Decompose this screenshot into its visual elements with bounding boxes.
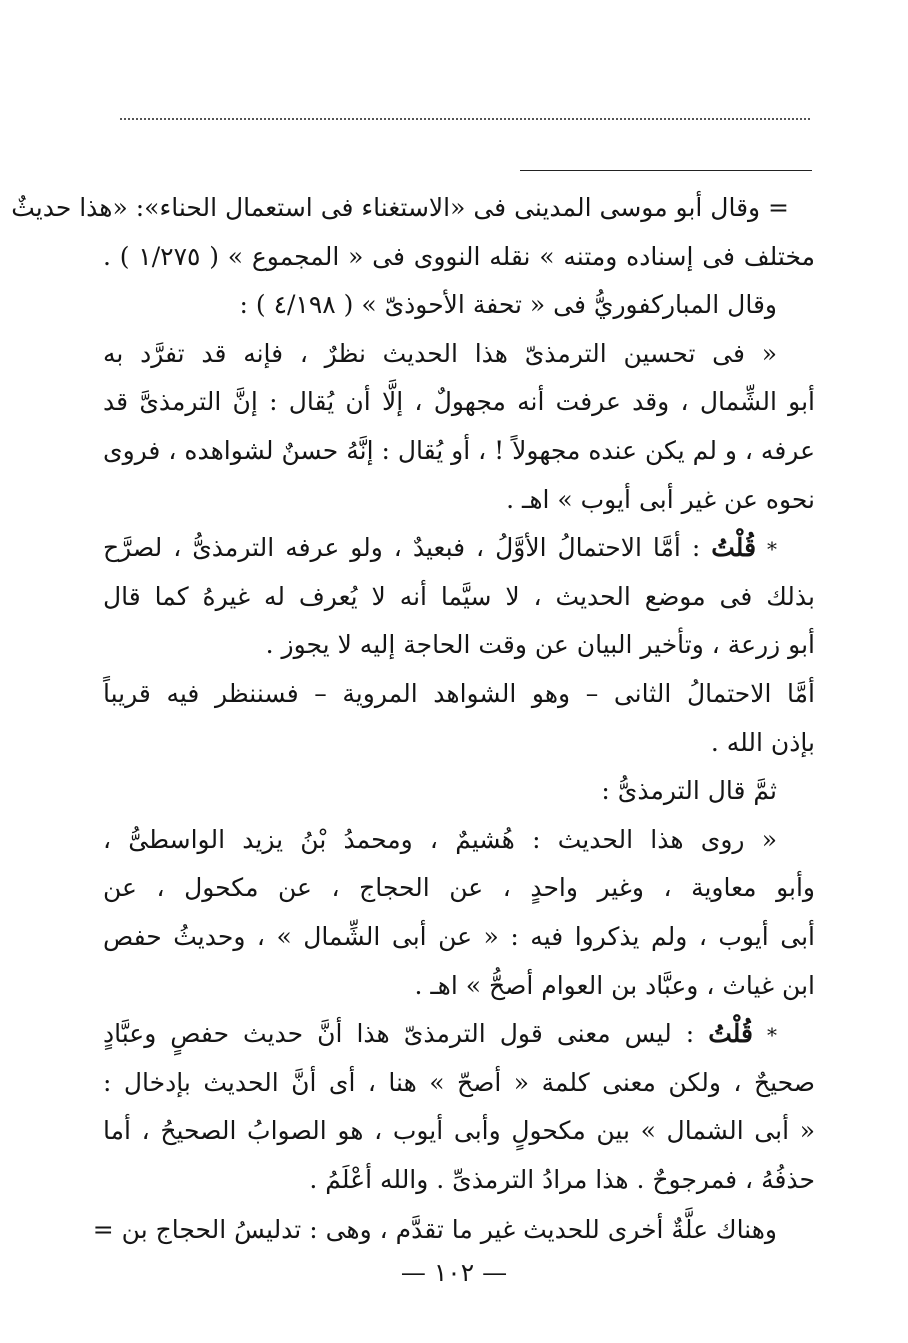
asterisk-marker: * (767, 1023, 777, 1048)
text-line: حذفُهُ ، فمرجوحٌ . هذا مرادُ الترمذىِّ . والله أعْلَمُ . (309, 1164, 815, 1194)
text-line: « روى هذا الحديث : هُشيمٌ ، ومحمدُ بْنُ يزيد الواسطىُّ ، (103, 824, 777, 854)
text-line: « فى تحسين الترمذىّ هذا الحديث نظرٌ ، فإنه قد تفرَّد به (103, 338, 777, 368)
text-line: بإذن الله . (710, 727, 815, 757)
footnote-text (11, 184, 816, 1255)
text-line: بذلك فى موضع الحديث ، لا سيَّما أنه لا يُعرف له غيرهُ كما قال (103, 581, 815, 611)
text-line: : ليس معنى قول الترمذىّ هذا أنَّ حديث حفصٍ وعبَّادٍ (103, 1019, 695, 1049)
text-line: صحيحٌ ، ولكن معنى كلمة « أصحّ » هنا ، أى أنَّ الحديث بإدخال : (103, 1067, 815, 1097)
footnote-rule (520, 170, 812, 171)
text-line (103, 1010, 815, 1059)
text-line: أبى أيوب ، ولم يذكروا فيه : « عن أبى الشِّمال » ، وحديثُ حفص (103, 921, 815, 951)
text-line: وقال المباركفوريُّ فى « تحفة الأحوذىّ » ( ٤/١٩٨ ) : (239, 290, 777, 320)
text-line: أمَّا الاحتمالُ الثانى – وهو الشواهد المروية – فسننظر فيه قريباً (103, 678, 815, 708)
qultu-heading: قُلْتُ (708, 1019, 753, 1049)
text-line (103, 524, 815, 573)
text-line: عرفه ، و لم يكن عنده مجهولاً ! ، أو يُقال : إنَّهُ حسنٌ لشواهده ، فروى (103, 435, 815, 465)
asterisk-marker: * (767, 537, 778, 562)
text-line: ابن غياث ، وعبَّاد بن العوام أصحُّ » اهـ . (414, 970, 815, 1000)
text-line: نحوه عن غير أبى أيوب » اهـ . (506, 484, 815, 514)
text-line: وهناك علَّةٌ أخرى للحديث غير ما تقدَّم ، وهى : تدليسُ الحجاج بن = (92, 1215, 777, 1245)
text-line: أبو زرعة ، وتأخير البيان عن وقت الحاجة إليه لا يجوز . (265, 630, 815, 660)
page-number: — ١٠٢ — (400, 1258, 508, 1287)
text-line: ثمَّ قال الترمذىُّ : (601, 776, 777, 806)
header-dotted-separator (120, 118, 810, 120)
text-line: أبو الشِّمال ، وقد عرفت أنه مجهولٌ ، إلَّا أن يُقال : إنَّ الترمذىَّ قد (103, 387, 815, 417)
qultu-heading: قُلْتُ (711, 533, 757, 563)
text-line: مختلف فى إسناده ومتنه » نقله النووى فى « المجموع » ( ١/٢٧٥ ) . (103, 241, 816, 271)
text-line: « أبى الشمال » بين مكحولٍ وأبى أيوب ، هو الصوابُ الصحيحُ ، أما (103, 1116, 815, 1146)
text-line: = وقال أبو موسى المدينى فى «الاستغناء فى استعمال الحناء»: «هذا حديثٌ (11, 193, 789, 222)
text-line: وأبو معاوية ، وغير واحدٍ ، عن الحجاج ، عن مكحول ، عن (103, 873, 815, 903)
text-line: : أمَّا الاحتمالُ الأوَّلُ ، فبعيدٌ ، ولو عرفه الترمذىُّ ، لصرَّح (103, 533, 701, 563)
